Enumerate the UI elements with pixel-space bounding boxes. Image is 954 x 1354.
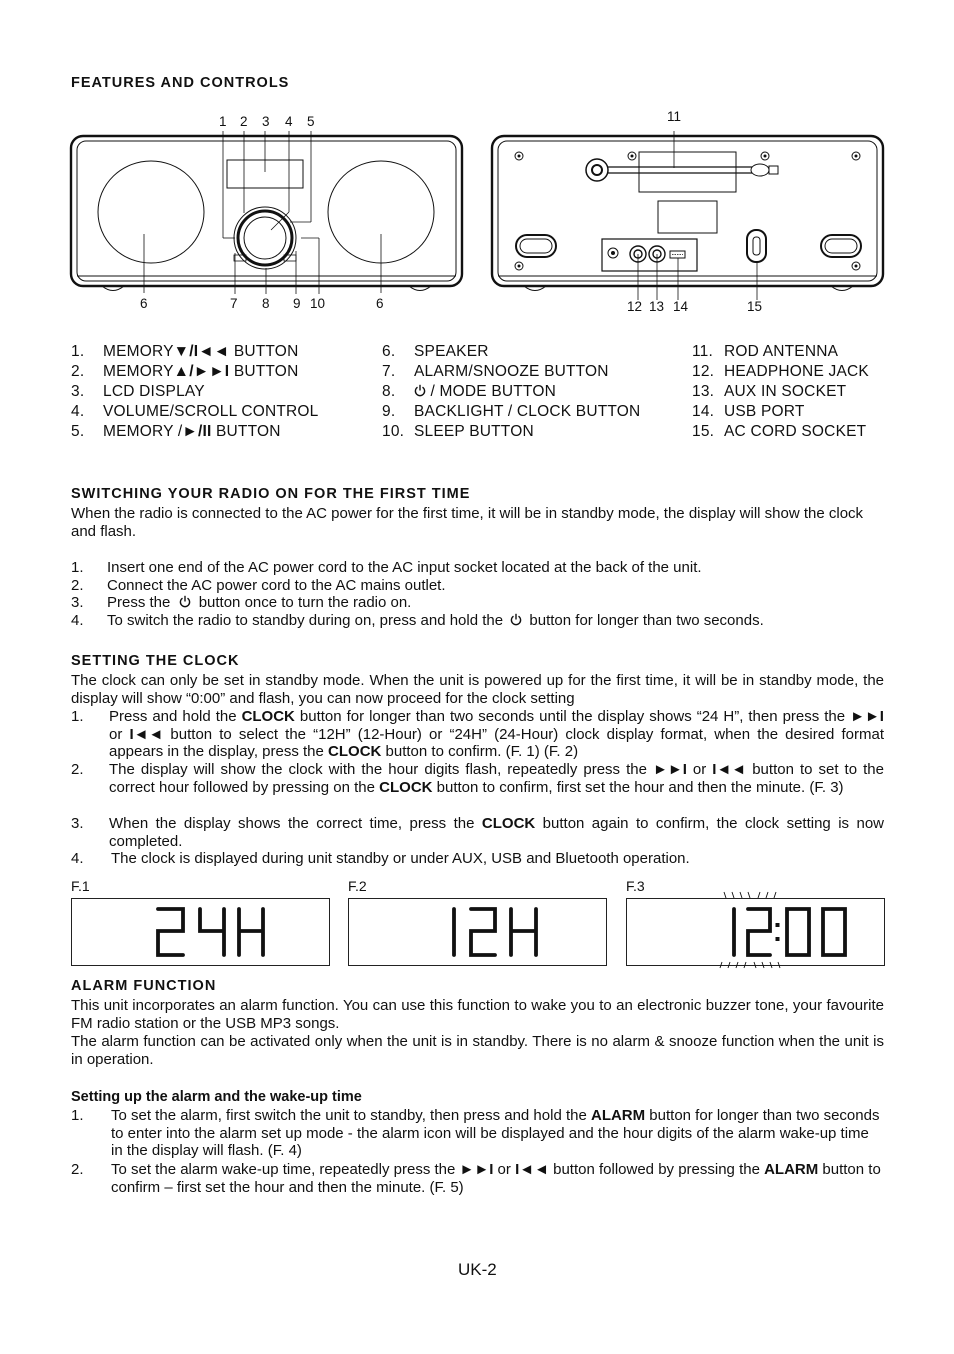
lcd-figure-1: [71, 898, 330, 966]
page-number: UK-2: [458, 1260, 497, 1279]
power-icon: [179, 595, 191, 608]
label-14: 14: [673, 299, 689, 314]
feature-item-9: 9. BACKLIGHT / CLOCK BUTTON: [382, 403, 641, 420]
label-12: 12: [627, 299, 643, 314]
flash-marks: [716, 888, 786, 972]
front-panel-diagram: [60, 108, 480, 318]
feature-item-12: 12. HEADPHONE JACK: [692, 363, 869, 380]
label-2: 2: [240, 114, 248, 129]
feature-item-10: 10. SLEEP BUTTON: [382, 423, 534, 440]
lcd-digits-24h: [72, 899, 329, 965]
feature-item-3: 3. LCD DISPLAY: [71, 383, 205, 400]
label-11: 11: [667, 109, 682, 124]
alarm-paragraph-1: This unit incorporates an alarm function. You can use this function to wake you to an electronic buzzer tone, your favourite FM radio station or the USB MP3 songs.: [71, 997, 884, 1032]
label-7: 7: [230, 296, 238, 311]
figure-label-2: F.2: [348, 878, 367, 894]
label-4: 4: [285, 114, 293, 129]
figure-label-1: F.1: [71, 878, 90, 894]
feature-item-14: 14. USB PORT: [692, 403, 805, 420]
lcd-figure-2: [348, 898, 607, 966]
clock-intro: The clock can only be set in standby mode. When the unit is powered up for the first time, it will be in standby mode, the display will show “0:00” and flash, you can now proceed for the clock setting: [71, 672, 884, 707]
label-1: 1: [219, 114, 227, 129]
feature-item-1: 1. MEMORY▼/I◄◄ BUTTON: [71, 343, 299, 360]
alarm-heading: ALARM FUNCTION: [71, 978, 217, 994]
clock-heading: SETTING THE CLOCK: [71, 653, 240, 669]
alarm-subheading: Setting up the alarm and the wake-up time: [71, 1089, 362, 1105]
feature-item-13: 13. AUX IN SOCKET: [692, 383, 847, 400]
feature-item-11: 11. ROD ANTENNA: [692, 343, 839, 360]
label-6b: 6: [376, 296, 384, 311]
feature-item-15: 15. AC CORD SOCKET: [692, 423, 867, 440]
power-icon: [414, 384, 426, 397]
features-heading: FEATURES AND CONTROLS: [71, 75, 290, 91]
label-15: 15: [747, 299, 763, 314]
switching-intro: When the radio is connected to the AC power for the first time, it will be in standby mode, the display will show the clock and flash.: [71, 505, 864, 540]
alarm-paragraph-2: The alarm function can be activated only when the unit is in standby. There is no alarm & snooze function when the unit is in operation.: [71, 1033, 884, 1068]
label-9: 9: [293, 296, 301, 311]
feature-item-7: 7. ALARM/SNOOZE BUTTON: [382, 363, 609, 380]
label-3: 3: [262, 114, 270, 129]
feature-item-4: 4. VOLUME/SCROLL CONTROL: [71, 403, 319, 420]
label-13: 13: [649, 299, 665, 314]
label-5: 5: [307, 114, 315, 129]
label-10: 10: [310, 296, 326, 311]
figure-label-3: F.3: [626, 878, 645, 894]
label-6a: 6: [140, 296, 148, 311]
power-icon: [510, 613, 522, 626]
feature-item-8: 8. / MODE BUTTON: [382, 383, 556, 400]
feature-item-2: 2. MEMORY▲/►►I BUTTON: [71, 363, 299, 380]
lcd-digits-12h: [349, 899, 606, 965]
switching-heading: SWITCHING YOUR RADIO ON FOR THE FIRST TIME: [71, 486, 471, 502]
back-panel-diagram: [482, 108, 892, 318]
label-8: 8: [262, 296, 270, 311]
feature-item-6: 6. SPEAKER: [382, 343, 489, 360]
feature-item-5: 5. MEMORY /►/II BUTTON: [71, 423, 281, 440]
